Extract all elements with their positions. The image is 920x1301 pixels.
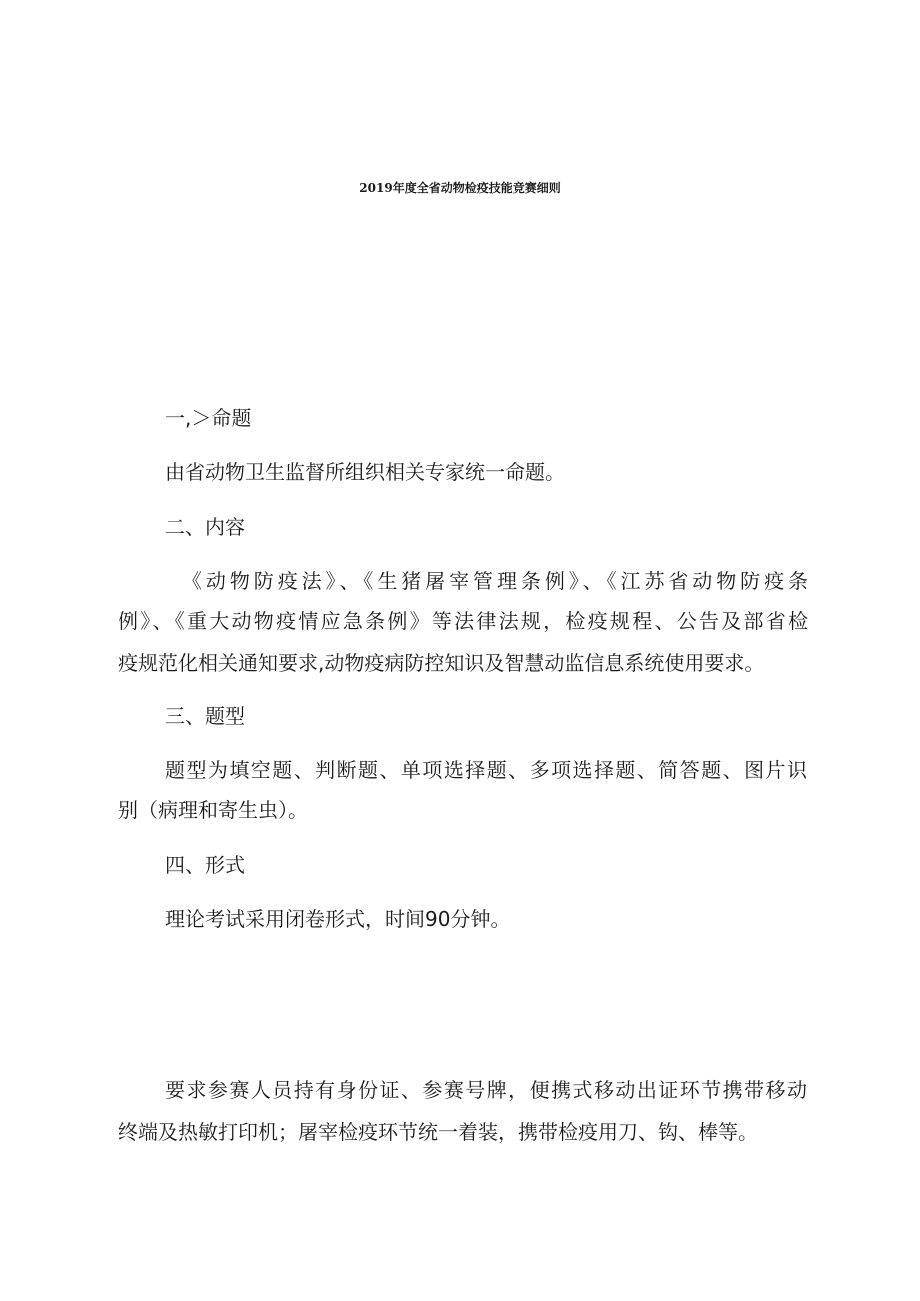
section-three-line: 题型为填空题、判断题、单项选择题、多项选择题、简答题、图片识 bbox=[165, 758, 807, 782]
section-two-line: 例》、《重大动物疫情应急条例》等法律法规，检疫规程、公告及部省检 bbox=[118, 609, 808, 633]
section-two-heading: 二、内容 bbox=[165, 515, 245, 539]
document-title: 2019年度全省动物检疫技能竞赛细则 bbox=[359, 181, 561, 195]
section-three-line: 别（病理和寄生虫）。 bbox=[118, 798, 308, 822]
section-four-body: 理论考试采用闭卷形式，时间90分钟。 bbox=[165, 907, 511, 931]
section-one-body: 由省动物卫生监督所组织相关专家统一命题。 bbox=[165, 460, 565, 484]
part-two-heading bbox=[0, 1023, 920, 1051]
section-three-heading: 三、题型 bbox=[165, 704, 245, 728]
part-one-heading bbox=[0, 292, 920, 320]
section-two-line: 疫规范化相关通知要求,动物疫病防控知识及智慧动监信息系统使用要求。 bbox=[118, 651, 765, 675]
section-two-line: 《动物防疫法》、《生猪屠宰管理条例》、《江苏省动物防疫条 bbox=[182, 569, 808, 593]
part-two-line: 要求参赛人员持有身份证、参赛号牌，便携式移动出证环节携带移动 bbox=[165, 1078, 807, 1102]
section-one-heading: 一,＞命题 bbox=[165, 406, 252, 430]
section-four-heading: 四、形式 bbox=[165, 853, 245, 877]
part-two-line: 终端及热敏打印机；屠宰检疫环节统一着装，携带检疫用刀、钩、棒等。 bbox=[118, 1120, 758, 1144]
